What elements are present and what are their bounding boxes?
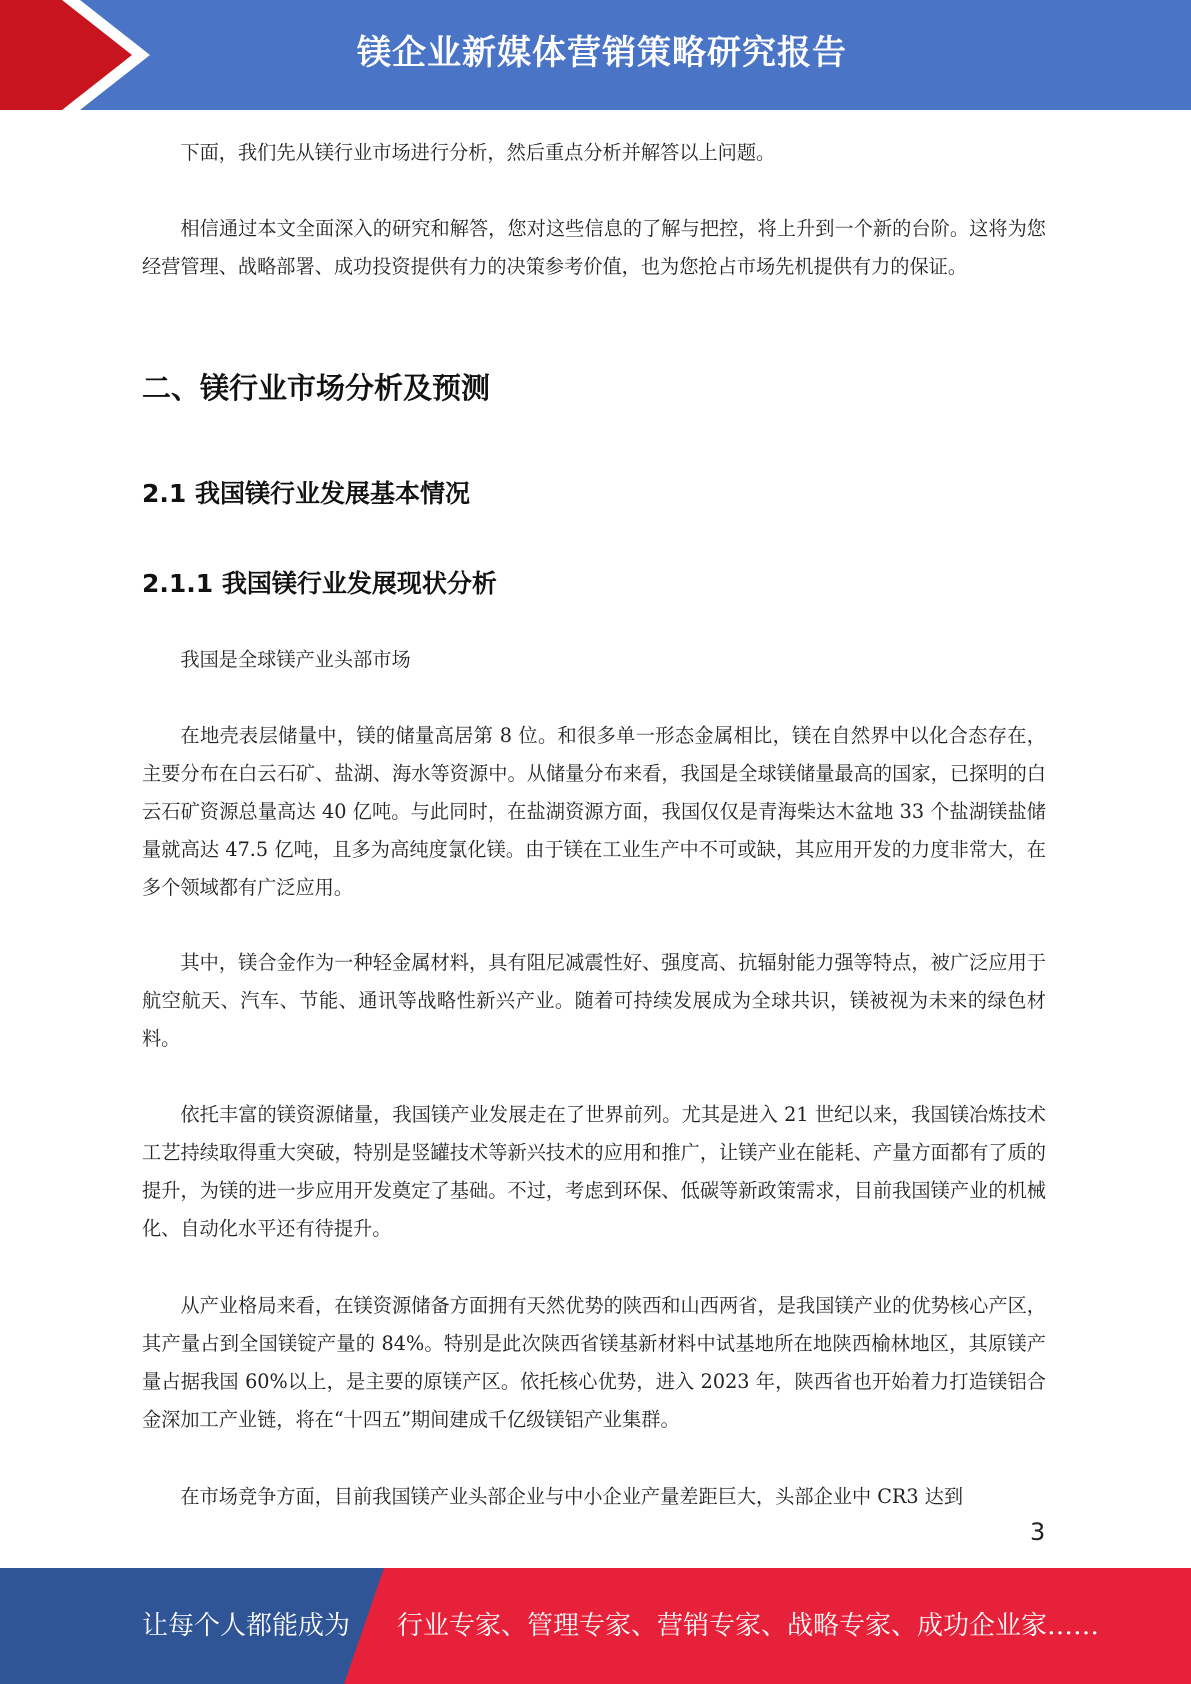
subsection-heading: 2.1 我国镁行业发展基本情况 (142, 479, 470, 508)
report-title: 镁企业新媒体营销策略研究报告 (357, 33, 847, 73)
body-paragraph-5: 从产业格局来看，在镁资源储备方面拥有天然优势的陕西和山西两省，是我国镁产业的优势核心产区，其产量占到全国镁锭产量的 84%。特别是此次陕西省镁基新材料中试基地所在地陕西榆林地区，其原镁产量占据我国 60%以上，是主要的原镁产区。依托核心优势，进入 2023 年，陕西省也开始着力打造镁铝合金深加工产业链，将在“十四五”期间建成千亿级镁铝产业集群。 (142, 1294, 1046, 1431)
body-paragraph-4: 依托丰富的镁资源储量，我国镁产业发展走在了世界前列。尤其是进入 21 世纪以来，我国镁冶炼技术工艺持续取得重大突破，特别是竖罐技术等新兴技术的应用和推广，让镁产业在能耗、产量方面都有了质的提升，为镁的进一步应用开发奠定了基础。不过，考虑到环保、低碳等新政策需求，目前我国镁产业的机械化、自动化水平还有待提升。 (142, 1103, 1046, 1240)
body-paragraph-2: 在地壳表层储量中，镁的储量高居第 8 位。和很多单一形态金属相比，镁在自然界中以化合态存在，主要分布在白云石矿、盐湖、海水等资源中。从储量分布来看，我国是全球镁储量最高的国家，已探明的白云石矿资源总量高达 40 亿吨。与此同时，在盐湖资源方面，我国仅仅是青海柴达木盆地 33 个盐湖镁盐储量就高达 47.5 亿吨，且多为高纯度氯化镁。由于镁在工业生产中不可或缺，其应用开发的力度非常大，在多个领域都有广泛应用。 (142, 724, 1046, 899)
page-header (0, 0, 1191, 110)
page-number: 3 (1030, 1518, 1046, 1546)
page-footer (0, 1568, 1191, 1684)
body-paragraph-1: 我国是全球镁产业头部市场 (180, 648, 411, 671)
footer-slogan-right: 行业专家、管理专家、营销专家、战略专家、成功企业家…… (397, 1611, 1100, 1641)
intro-paragraph-1: 下面，我们先从镁行业市场进行分析，然后重点分析并解答以上问题。 (180, 141, 776, 164)
body-paragraph-3: 其中，镁合金作为一种轻金属材料，具有阻尼减震性好、强度高、抗辐射能力强等特点，被广泛应用于航空航天、汽车、节能、通讯等战略性新兴产业。随着可持续发展成为全球共识，镁被视为未来的绿色材料。 (142, 951, 1046, 1050)
intro-paragraph-2: 相信通过本文全面深入的研究和解答，您对这些信息的了解与把控，将上升到一个新的台阶。这将为您经营管理、战略部署、成功投资提供有力的决策参考价值，也为您抢占市场先机提供有力的保证。 (142, 217, 1046, 278)
section-heading: 二、镁行业市场分析及预测 (142, 371, 491, 405)
body-paragraph-6: 在市场竞争方面，目前我国镁产业头部企业与中小企业产量差距巨大，头部企业中 CR3 达到 (180, 1485, 964, 1508)
footer-slogan-left: 让每个人都能成为 (142, 1611, 351, 1641)
subsubsection-heading: 2.1.1 我国镁行业发展现状分析 (142, 569, 497, 598)
